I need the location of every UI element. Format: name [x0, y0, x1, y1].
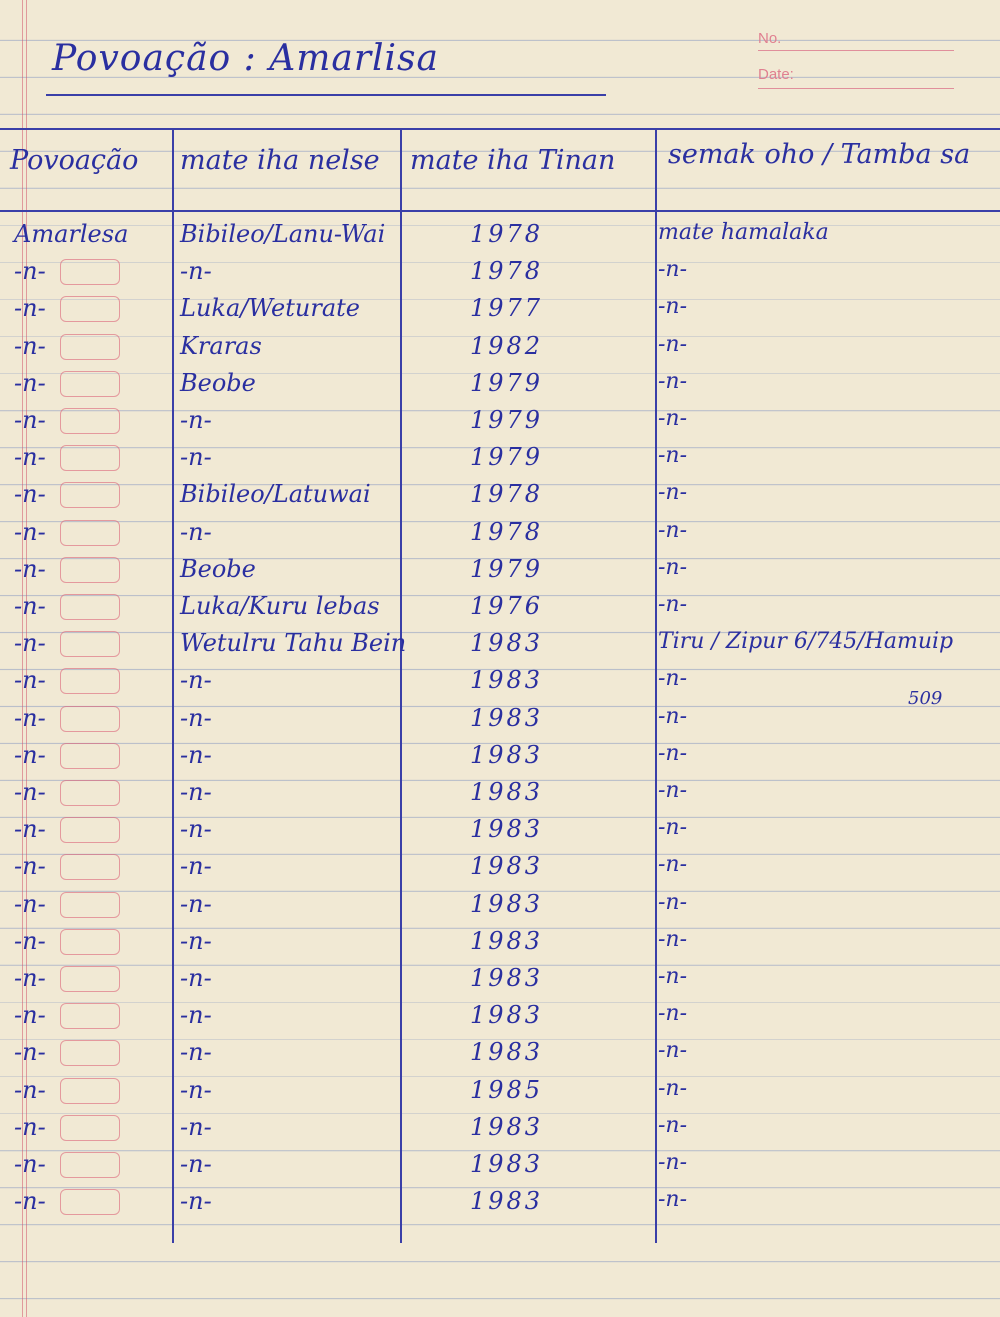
cell-semak-oho: -n- — [658, 1075, 688, 1101]
cell-semak-oho: Tiru / Zipur 6/745/Hamuip — [658, 629, 954, 655]
no-label: No. — [758, 30, 782, 47]
cell-semak-oho: -n- — [658, 778, 688, 803]
cell-mate-iha-tinan: 1985 — [470, 1075, 544, 1104]
cell-povoacao: -n- — [14, 778, 46, 806]
cell-semak-oho: mate hamalaka — [658, 220, 829, 245]
cell-povoacao: -n- — [14, 964, 46, 992]
cell-semak-oho: -n- — [658, 740, 688, 766]
cell-mate-iha-nelse: -n- — [180, 1150, 212, 1178]
cell-mate-iha-tinan: 1983 — [470, 852, 544, 881]
cell-mate-iha-nelse: -n- — [180, 889, 212, 918]
cell-mate-iha-nelse: Beobe — [180, 554, 256, 583]
cell-semak-oho: -n- — [658, 294, 688, 320]
date-label: Date: — [758, 66, 794, 83]
cell-mate-iha-nelse: -n- — [180, 964, 212, 992]
cell-povoacao: -n- — [14, 1075, 46, 1104]
cell-povoacao: -n- — [14, 703, 46, 732]
cell-semak-oho: -n- — [658, 592, 688, 617]
cell-mate-iha-nelse: -n- — [180, 517, 212, 546]
table-row — [0, 848, 1000, 885]
table-row — [0, 662, 1000, 710]
cell-semak-oho: -n- — [658, 331, 688, 357]
cell-semak-oho: -n- — [658, 554, 688, 580]
no-field-line — [758, 50, 954, 51]
cell-mate-iha-nelse: -n- — [180, 852, 212, 881]
cell-povoacao: -n- — [14, 666, 46, 695]
table-row — [0, 290, 1000, 327]
cell-mate-iha-tinan: 1983 — [470, 964, 544, 992]
table-row — [0, 1072, 1000, 1109]
column-header-semak-oho: semak oho / Tamba sa — [668, 139, 971, 170]
cell-mate-iha-tinan: 1983 — [470, 666, 544, 695]
cell-mate-iha-tinan: 1982 — [470, 331, 544, 360]
cell-povoacao: -n- — [14, 443, 46, 472]
cell-semak-oho: -n- — [658, 703, 688, 729]
cell-semak-oho: -n- — [658, 815, 688, 841]
cell-mate-iha-nelse: Bibileo/Latuwai — [180, 480, 371, 509]
cell-semak-oho: -n- — [658, 666, 688, 692]
date-field-line — [758, 88, 954, 89]
cell-semak-oho: -n- — [658, 406, 688, 431]
cell-semak-oho: -n- — [658, 1112, 688, 1138]
cell-mate-iha-nelse: -n- — [180, 406, 212, 434]
cell-mate-iha-tinan: 1983 — [470, 703, 544, 732]
cell-semak-oho: -n- — [658, 1150, 688, 1175]
cell-povoacao: -n- — [14, 1038, 46, 1067]
cell-mate-iha-nelse: -n- — [180, 666, 212, 695]
cell-semak-oho: -n- — [658, 889, 688, 915]
cell-semak-oho: -n- — [658, 443, 688, 469]
cell-semak-oho: -n- — [658, 1038, 688, 1064]
cell-mate-iha-nelse: -n- — [180, 926, 212, 955]
cell-mate-iha-tinan: 1979 — [470, 443, 544, 472]
cell-mate-iha-nelse: Luka/Weturate — [180, 294, 360, 323]
column-header-mate-iha-tinan: mate iha Tinan — [410, 145, 616, 176]
table-top-rule — [0, 128, 1000, 130]
cell-mate-iha-nelse: Kraras — [180, 331, 262, 360]
cell-semak-oho: -n- — [658, 1001, 688, 1027]
cell-mate-iha-tinan: 1978 — [470, 257, 544, 286]
header-bottom-rule — [0, 210, 1000, 212]
table-row — [0, 960, 1000, 997]
table-row — [0, 514, 1000, 551]
cell-povoacao: -n- — [14, 331, 46, 360]
cell-mate-iha-tinan: 1983 — [470, 1038, 544, 1067]
cell-povoacao: -n- — [14, 1187, 46, 1216]
cell-mate-iha-tinan: 1978 — [470, 517, 544, 546]
cell-mate-iha-nelse: Bibileo/Lanu-Wai — [180, 220, 386, 248]
cell-povoacao: -n- — [14, 257, 46, 286]
table-row — [0, 588, 1000, 625]
cell-mate-iha-nelse: -n- — [180, 1075, 212, 1104]
cell-mate-iha-tinan: 1983 — [470, 1150, 544, 1178]
cell-povoacao: -n- — [14, 926, 46, 955]
cell-mate-iha-nelse: -n- — [180, 703, 212, 732]
cell-mate-iha-tinan: 1983 — [470, 778, 544, 806]
cell-mate-iha-nelse: Wetulru Tahu Bein — [180, 629, 407, 658]
cell-semak-oho: -n- — [658, 964, 688, 989]
cell-mate-iha-tinan: 1979 — [470, 554, 544, 583]
page-title: Povoação : Amarlisa — [52, 38, 439, 79]
cell-mate-iha-tinan: 1983 — [470, 889, 544, 918]
cell-povoacao: -n- — [14, 554, 46, 583]
cell-mate-iha-tinan: 1983 — [470, 1001, 544, 1030]
table-row — [0, 1109, 1000, 1146]
cell-semak-oho: -n- — [658, 480, 688, 506]
table-row — [0, 216, 1000, 253]
cell-mate-iha-tinan: 1978 — [470, 480, 544, 509]
cell-povoacao: -n- — [14, 1001, 46, 1030]
cell-mate-iha-nelse: -n- — [180, 1187, 212, 1216]
table-row — [0, 253, 1000, 290]
cell-mate-iha-nelse: -n- — [180, 443, 212, 472]
cell-semak-oho: -n- — [658, 517, 688, 543]
cell-mate-iha-nelse: -n- — [180, 1001, 212, 1030]
cell-povoacao: -n- — [14, 294, 46, 323]
table-row — [0, 774, 1000, 811]
table-row — [0, 886, 1000, 923]
cell-povoacao: -n- — [14, 480, 46, 509]
table-row — [0, 923, 1000, 960]
cell-povoacao: Amarlesa — [14, 220, 129, 248]
column-header-povoacao: Povoação — [10, 145, 139, 176]
cell-semak-oho: -n- — [658, 257, 688, 283]
cell-povoacao: -n- — [14, 592, 46, 620]
cell-mate-iha-tinan: 1983 — [470, 629, 544, 658]
cell-povoacao: -n- — [14, 517, 46, 546]
cell-semak-oho: -n- — [658, 1187, 688, 1213]
cell-mate-iha-tinan: 1978 — [470, 220, 544, 248]
table-row — [0, 1034, 1000, 1071]
table-row — [0, 1146, 1000, 1183]
cell-povoacao: -n- — [14, 815, 46, 844]
cell-semak-oho: -n- — [658, 368, 688, 394]
cell-mate-iha-tinan: 1983 — [470, 1112, 544, 1141]
cell-mate-iha-tinan: 1983 — [470, 815, 544, 844]
table-row — [0, 1183, 1000, 1220]
cell-mate-iha-tinan: 1983 — [470, 1187, 544, 1216]
table-row — [0, 402, 1000, 439]
cell-povoacao: -n- — [14, 368, 46, 397]
table-row — [0, 811, 1000, 848]
cell-povoacao: -n- — [14, 629, 46, 658]
cell-semak-oho: -n- — [658, 852, 688, 878]
table-row — [0, 328, 1000, 365]
cell-mate-iha-tinan: 1979 — [470, 368, 544, 397]
table-row — [0, 551, 1000, 588]
cell-povoacao: -n- — [14, 1112, 46, 1141]
table-row — [0, 997, 1000, 1034]
title-underline — [46, 94, 606, 96]
table-row — [0, 439, 1000, 476]
cell-povoacao: -n- — [14, 1150, 46, 1178]
table-row — [0, 737, 1000, 774]
table-row — [0, 365, 1000, 402]
cell-povoacao: -n- — [14, 889, 46, 918]
table-row — [0, 476, 1000, 513]
cell-mate-iha-tinan: 1983 — [470, 926, 544, 955]
cell-mate-iha-nelse: -n- — [180, 815, 212, 844]
column-header-mate-iha-nelse: mate iha nelse — [180, 145, 380, 176]
cell-mate-iha-nelse: Luka/Kuru lebas — [180, 592, 380, 620]
cell-mate-iha-tinan: 1977 — [470, 294, 544, 323]
cell-mate-iha-nelse: -n- — [180, 1038, 212, 1067]
cell-mate-iha-nelse: -n- — [180, 740, 212, 769]
cell-mate-iha-nelse: -n- — [180, 778, 212, 806]
cell-mate-iha-tinan: 1979 — [470, 406, 544, 434]
cell-povoacao: -n- — [14, 406, 46, 434]
cell-mate-iha-nelse: -n- — [180, 257, 212, 286]
cell-mate-iha-nelse: -n- — [180, 1112, 212, 1141]
cell-semak-oho: -n- — [658, 926, 688, 952]
cell-mate-iha-tinan: 1976 — [470, 592, 544, 620]
table-row — [0, 700, 1000, 737]
table-row — [0, 625, 1000, 662]
cell-mate-iha-nelse: Beobe — [180, 368, 256, 397]
cell-povoacao: -n- — [14, 740, 46, 769]
cell-mate-iha-tinan: 1983 — [470, 740, 544, 769]
cell-extra-note: 509 — [908, 688, 943, 710]
cell-povoacao: -n- — [14, 852, 46, 881]
